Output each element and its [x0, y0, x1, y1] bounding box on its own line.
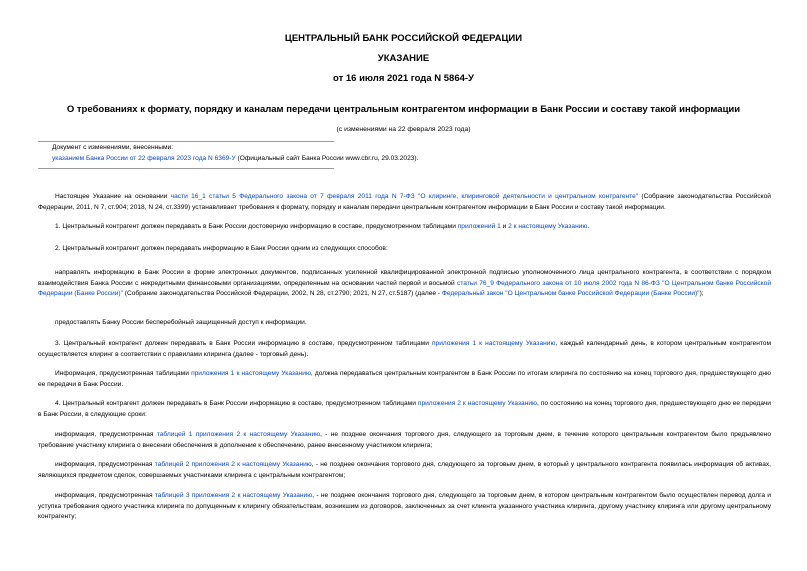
table-1-link[interactable]: таблицей 1 приложения 2 к настоящему Указанию	[156, 431, 321, 438]
paragraph-3: 3. Центральный контрагент должен передавать в Банк России информацию в составе, предусмотренном таблицами приложения 1 к настоящему Указанию, каждый календарный день, в котором центральным контрагентом осуществляется клиринг в соответствии с правилами клиринга (далее - торговый день).	[38, 340, 771, 358]
paragraph-2a: направлять информацию в Банк России в форме электронных документов, подписанных усиленной квалифицированной электронной подписью уполномоченного лица центрального контрагента, в соответствии с порядком взаимодействия Банка России с некредитными финансовыми организациями, определенным на основании частей первой и восьмой статьи 76_9 Федерального закона от 10 июля 2002 года N 86-ФЗ "О Центральном банке Российской Федерации (Банке России)" (Собрание законодательства Российской Федерации, 2002, N 28, ст.2790; 2021, N 27, ст.5187) (далее - Федеральный закон "О Центральном банке Российской Федерации (Банке России)");	[38, 269, 771, 297]
doc-type: УКАЗАНИЕ	[377, 53, 430, 64]
paragraph-2: 2. Центральный контрагент должен передавать информацию в Банк России одним из следующих способов:	[55, 245, 388, 252]
law-86fz-article-link[interactable]: статьи 76_9 Федерального закона от 10 июля 2002 года N 86-ФЗ "О Центральном банке Российской Федерации (Банке России)"	[38, 279, 771, 297]
table-3-link[interactable]: таблицей 3 приложения 2 к настоящему Указанию	[154, 492, 313, 499]
paragraph-4c: информация, предусмотренная таблицей 3 приложения 2 к настоящему Указанию, - не позднее окончания торгового дня, следующего за торговым днем, в котором центральным контрагентом было осуществлен перевод долга и уступка требования одного участника клиринга по допущенным к клирингу обязательствам, возникшим из договоров, заключенных за счет клиента указанного участника клиринга, другому участнику клиринга или другому центральному контрагенту;	[38, 492, 771, 520]
paragraph-1: 1. Центральный контрагент должен передавать в Банк России достоверную информацию в составе, предусмотренном таблицами приложений 1 и 2 к настоящему Указанию.	[55, 223, 590, 230]
revision-line: указанием Банка России от 22 февраля 2023 года N 6369-У (Официальный сайт Банка России www.cbr.ru, 29.03.2023).	[52, 155, 419, 162]
appendix-1-link[interactable]: приложений 1	[457, 223, 501, 230]
intro-paragraph: Настоящее Указание на основании части 16_1 статьи 5 Федерального закона от 7 февраля 2011 года N 7-ФЗ "О клиринге, клиринговой деятельности и центральном контрагенте" (Собрание законодательства Российской Федерации, 2011, N 7, ст.904; 2018, N 24, ст.3399) устанавливает требования к формату, порядку и каналам передачи центральным контрагентом информации в Банк России и составу такой информации.	[38, 193, 771, 211]
doc-title: О требованиях к формату, порядку и каналам передачи центральным контрагентом информации в Банк России и составу такой информации	[66, 104, 741, 115]
amendment-note: (с изменениями на 22 февраля 2023 года)	[336, 126, 471, 133]
revision-link[interactable]: указанием Банка России от 22 февраля 2023 года N 6369-У	[52, 155, 236, 162]
table-2-link[interactable]: таблицей 2 приложения 2 к настоящему Указанию	[154, 461, 312, 468]
revision-bottom-rule	[38, 168, 334, 169]
paragraph-3b: Информация, предусмотренная таблицами приложения 1 к настоящему Указанию, должна передаваться центральным контрагентом в Банк России по итогам клиринга по состоянию на конец торгового дня, предшествующего дню ее передачи в Банк России.	[38, 370, 772, 388]
doc-date-number: от 16 июля 2021 года N 5864-У	[333, 73, 474, 84]
paragraph-4: 4. Центральный контрагент должен передавать в Банк России информацию в составе, предусмотренном таблицами приложения 2 к настоящему Указанию, по состоянию на конец торгового дня, предшествующего дню ее передачи в Банк России, в следующие сроки:	[38, 400, 771, 418]
paragraph-2b: предоставлять Банку России бесперебойный защищенный доступ к информации.	[55, 319, 307, 326]
appendix-2-link[interactable]: 2 к настоящему Указанию	[508, 223, 588, 230]
law-86fz-link[interactable]: Федеральный закон "О Центральном банке Российской Федерации (Банке России)"	[441, 290, 700, 297]
paragraph-4b: информация, предусмотренная таблицей 2 приложения 2 к настоящему Указанию, - не позднее окончания торгового дня, следующего за торговым днем, в который у центрального контрагента появилась информация об активах, являющихся предметом сделок, совершаемых участниками клиринга с центральным контрагентом;	[38, 461, 771, 479]
appendix-1-link-p3[interactable]: приложения 1 к настоящему Указанию	[431, 340, 556, 347]
org-name: ЦЕНТРАЛЬНЫЙ БАНК РОССИЙСКОЙ ФЕДЕРАЦИИ	[284, 33, 523, 44]
law-7fz-link[interactable]: части 16_1 статьи 5 Федерального закона от 7 февраля 2011 года N 7-ФЗ "О клиринге, клиринговой деятельности и центральном контрагенте"	[170, 193, 639, 200]
appendix-2-link-p4[interactable]: приложения 2 к настоящему Указанию	[417, 400, 537, 407]
revision-label: Документ с изменениями, внесенными:	[52, 144, 174, 151]
revision-top-rule	[38, 141, 334, 142]
paragraph-4a: информация, предусмотренная таблицей 1 приложения 2 к настоящему Указанию, - не позднее окончания торгового дня, следующего за торговым днем, в течение которого центральным контрагентом было предъявлено требование участнику клиринга о внесении обеспечения в дополнение к обеспечению, ранее внесенному участником клиринга;	[38, 431, 771, 449]
appendix-1-link-p3b[interactable]: приложения 1 к настоящему Указанию	[191, 370, 311, 377]
